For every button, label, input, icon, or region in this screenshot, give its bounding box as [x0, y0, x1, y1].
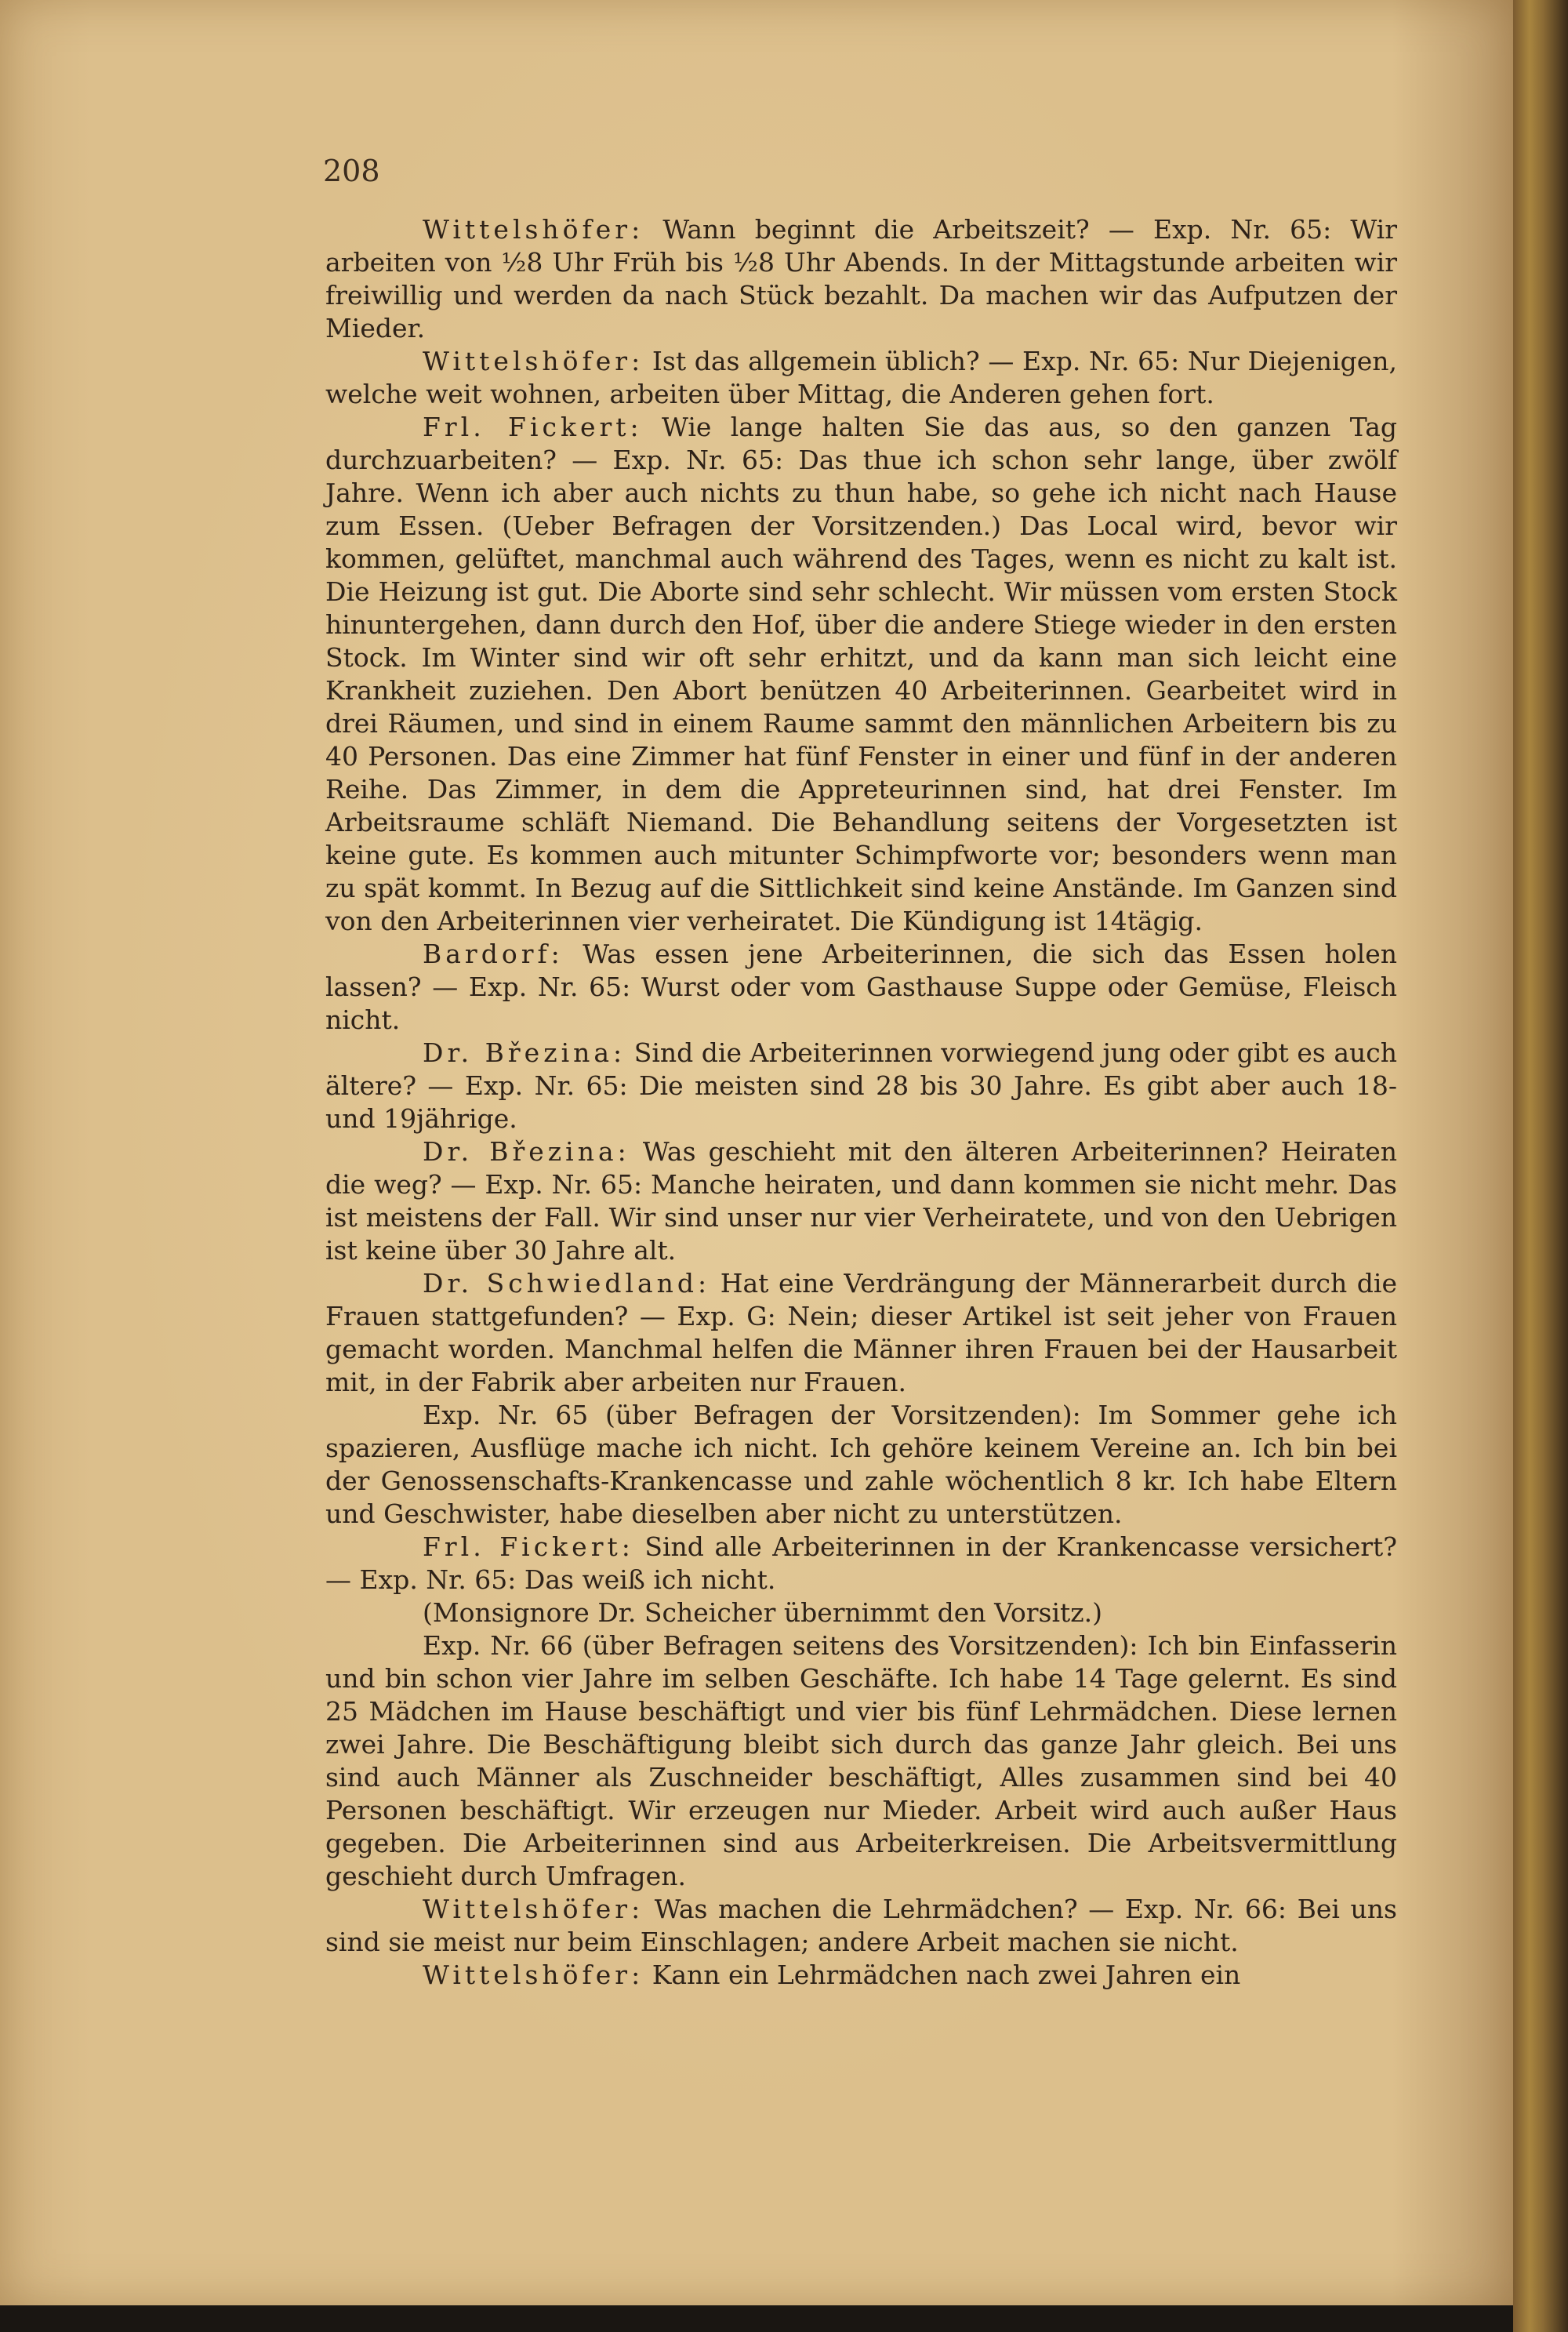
speaker-name: Wittelshöfer: — [423, 214, 644, 245]
speaker-name: Wittelshöfer: — [423, 1894, 644, 1924]
paragraph-text: Sind die Arbeiterinnen vorwiegend jung oder gibt es auch ältere? — Exp. Nr. 65: Die meisten sind 28 bis 30 Jahre. Es gibt aber auch 18- und 19jährige. — [325, 1037, 1397, 1134]
paragraph — [325, 1267, 1397, 1399]
paragraph — [325, 213, 1397, 345]
speaker-name: Frl. Fickert: — [423, 412, 643, 442]
speaker-name: Wittelshöfer: — [423, 346, 644, 376]
speaker-name: Wittelshöfer: — [423, 1960, 644, 1990]
paragraph — [325, 1959, 1397, 1992]
paragraph — [325, 411, 1397, 938]
paragraph — [325, 938, 1397, 1037]
speaker-name: Bardorf: — [423, 939, 564, 969]
body-text — [325, 213, 1397, 1992]
paragraph — [325, 1629, 1397, 1893]
speaker-name: Dr. Březina: — [423, 1136, 630, 1167]
paragraph-text: Exp. Nr. 65 (über Befragen der Vorsitzenden): Im Sommer gehe ich spazieren, Ausflüge mache ich nicht. Ich gehöre keinem Vereine an. Ich bin bei der Genossenschafts-Krankencasse und zahle wöchentlich 8 kr. Ich habe Eltern und Geschwister, habe dieselben aber nicht zu unterstützen. — [325, 1400, 1397, 1529]
speaker-name: Dr. Schwiedland: — [423, 1268, 711, 1299]
paragraph-text: Was machen die Lehrmädchen? — Exp. Nr. 66: Bei uns sind sie meist nur beim Einschlagen; andere Arbeit machen sie nicht. — [325, 1894, 1397, 1957]
paragraph — [325, 1135, 1397, 1267]
paragraph — [325, 1037, 1397, 1135]
paragraph — [325, 1531, 1397, 1596]
paragraph-text: Was geschieht mit den älteren Arbeiterinnen? Heiraten die weg? — Exp. Nr. 65: Manche heiraten, und dann kommen sie nicht mehr. Das ist meistens der Fall. Wir sind unser nur vier Verheiratete, und von den Uebrigen ist keine über 30 Jahre alt. — [325, 1136, 1397, 1266]
paragraph-text: (Monsignore Dr. Scheicher übernimmt den Vorsitz.) — [423, 1597, 1103, 1628]
paragraph — [325, 1596, 1397, 1629]
paragraph — [325, 345, 1397, 411]
paragraph-text: Sind alle Arbeiterinnen in der Krankencasse versichert? — Exp. Nr. 65: Das weiß ich nicht. — [325, 1531, 1397, 1595]
paragraph-text: Wann beginnt die Arbeitszeit? — Exp. Nr. 65: Wir arbeiten von ½8 Uhr Früh bis ½8 Uhr Abends. In der Mittagstunde arbeiten wir freiwillig und werden da nach Stück bezahlt. Da machen wir das Aufputzen der Mieder. — [325, 214, 1397, 343]
speaker-name: Frl. Fickert: — [423, 1531, 634, 1562]
paragraph-text: Was essen jene Arbeiterinnen, die sich das Essen holen lassen? — Exp. Nr. 65: Wurst oder vom Gasthause Suppe oder Gemüse, Fleisch nicht. — [325, 939, 1397, 1035]
paragraph — [325, 1399, 1397, 1531]
paragraph-text: Ist das allgemein üblich? — Exp. Nr. 65: Nur Diejenigen, welche weit wohnen, arbeiten über Mittag, die Anderen gehen fort. — [325, 346, 1397, 409]
paragraph — [325, 1893, 1397, 1959]
paragraph-text: Hat eine Verdrängung der Männerarbeit durch die Frauen stattgefunden? — Exp. G: Nein; dieser Artikel ist seit jeher von Frauen gemacht worden. Manchmal helfen die Männer ihren Frauen bei der Hausarbeit mit, in der Fabrik aber arbeiten nur Frauen. — [325, 1268, 1397, 1397]
page-number: 208 — [323, 154, 380, 188]
paragraph-text: Kann ein Lehrmädchen nach zwei Jahren ein — [644, 1960, 1241, 1990]
paragraph-text: Exp. Nr. 66 (über Befragen seitens des Vorsitzenden): Ich bin Einfasserin und bin schon vier Jahre im selben Geschäfte. Ich habe 14 Tage gelernt. Es sind 25 Mädchen im Hause beschäftigt und vier bis fünf Lehrmädchen. Diese lernen zwei Jahre. Die Beschäftigung bleibt sich durch das ganze Jahr gleich. Bei uns sind auch Männer als Zuschneider beschäftigt, Alles zusammen sind bei 40 Personen beschäftigt. Wir erzeugen nur Mieder. Arbeit wird auch außer Haus gegeben. Die Arbeiterinnen sind aus Arbeiterkreisen. Die Arbeitsvermittlung geschieht durch Umfragen. — [325, 1630, 1397, 1891]
book-cover-edge — [1513, 0, 1568, 2332]
speaker-name: Dr. Březina: — [423, 1037, 626, 1068]
paragraph-text: Wie lange halten Sie das aus, so den ganzen Tag durchzuarbeiten? — Exp. Nr. 65: Das thue ich schon sehr lange, über zwölf Jahre. Wenn ich aber auch nichts zu thun habe, so gehe ich nicht nach Hause zum Essen. (Ueber Befragen der Vorsitzenden.) Das Local wird, bevor wir kommen, gelüftet, manchmal auch während des Tages, wenn es nicht zu kalt ist. Die Heizung ist gut. Die Aborte sind sehr schlecht. Wir müssen vom ersten Stock hinuntergehen, dann durch den Hof, über die andere Stiege wieder in den ersten Stock. Im Winter sind wir oft sehr erhitzt, und da kann man sich leicht eine Krankheit zuziehen. Den Abort benützen 40 Arbeiterinnen. Gearbeitet wird in drei Räumen, und sind in einem Raume sammt den männlichen Arbeitern bis zu 40 Personen. Das eine Zimmer hat fünf Fenster in einer und fünf in der anderen Reihe. Das Zimmer, in dem die Appreteurinnen sind, hat drei Fenster. Im Arbeitsraume schläft Niemand. Die Behandlung seitens der Vorgesetzten ist keine gute. Es kommen auch mitunter Schimpfworte vor; besonders wenn man zu spät kommt. In Bezug auf die Sittlichkeit sind keine Anstände. Im Ganzen sind von den Arbeiterinnen vier verheiratet. Die Kündigung ist 14tägig. — [325, 412, 1398, 936]
